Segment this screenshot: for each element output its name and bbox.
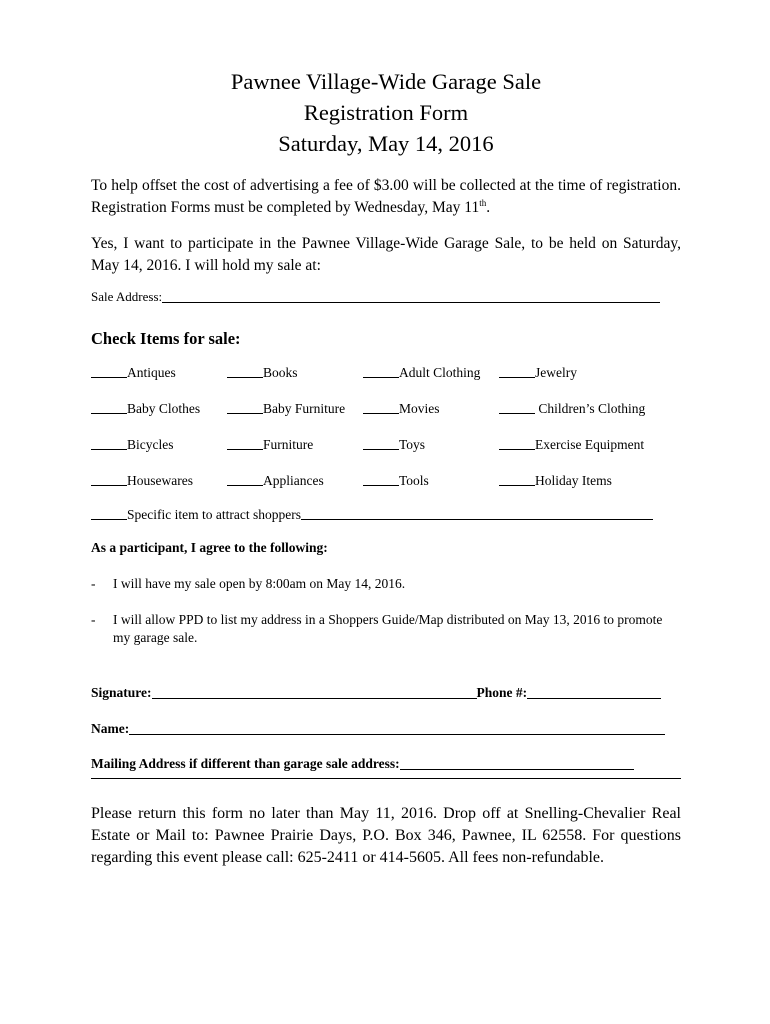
name-row [91, 720, 681, 738]
name-line[interactable] [129, 720, 665, 735]
specific-item-label: Specific item to attract shoppers [127, 507, 301, 522]
sale-address-label: Sale Address: [91, 289, 163, 304]
check-items-heading: Check Items for sale: [91, 329, 241, 348]
check-blank[interactable] [499, 472, 535, 486]
check-blank[interactable] [499, 364, 535, 378]
form-title [91, 66, 681, 159]
item-label: Adult Clothing [399, 365, 481, 380]
participate-paragraph: Yes, I want to participate in the Pawnee Village-Wide Garage Sale, to be held on Saturday, May 14, 2016. I will hold my sale at: [91, 235, 681, 274]
check-blank[interactable] [227, 364, 263, 378]
sale-address-line[interactable] [162, 288, 660, 303]
mailing-address-label: Mailing Address if different than garage sale address: [91, 756, 400, 771]
checklist-item[interactable] [91, 400, 200, 418]
checklist-item[interactable] [499, 400, 645, 418]
check-blank[interactable] [91, 472, 127, 486]
mailing-address-line[interactable] [400, 755, 634, 770]
check-blank[interactable] [363, 472, 399, 486]
item-label: Baby Furniture [263, 401, 346, 416]
phone-label: Phone #: [476, 685, 528, 700]
check-blank[interactable] [91, 364, 127, 378]
item-label: Tools [399, 473, 429, 488]
specific-item-row[interactable] [91, 506, 681, 524]
checklist-item[interactable] [499, 436, 644, 454]
intro-paragraph [91, 175, 681, 219]
item-label: Baby Clothes [127, 401, 201, 416]
sale-address-row [91, 288, 681, 306]
title-line-2: Registration Form [303, 100, 469, 125]
checklist-item[interactable] [91, 472, 193, 490]
check-blank[interactable] [91, 436, 127, 450]
item-label: Toys [399, 437, 426, 452]
specific-item-line[interactable] [301, 506, 653, 520]
checklist-item[interactable] [91, 364, 176, 382]
check-blank[interactable] [91, 506, 127, 520]
signature-row [91, 684, 681, 702]
signature-label: Signature: [91, 685, 152, 700]
checklist-item[interactable] [363, 472, 429, 490]
checklist-item[interactable] [363, 436, 425, 454]
agreement-text: I will have my sale open by 8:00am on May 14, 2016. [113, 576, 406, 591]
item-label: Books [263, 365, 298, 380]
agreement-item [91, 575, 681, 593]
item-label: Exercise Equipment [535, 437, 645, 452]
signature-line[interactable] [152, 684, 477, 699]
check-blank[interactable] [91, 400, 127, 414]
check-blank[interactable] [363, 436, 399, 450]
check-blank[interactable] [227, 400, 263, 414]
name-label: Name: [91, 721, 130, 736]
item-label: Antiques [127, 365, 176, 380]
check-blank[interactable] [363, 364, 399, 378]
mailing-address-line-2[interactable] [91, 778, 681, 779]
intro-text: To help offset the cost of advertising a fee of $3.00 will be collected at the time of registration. Registration Forms must be completed by Wednesday, May 11 [91, 177, 681, 216]
checklist-item[interactable] [363, 400, 440, 418]
bullet-dash: - [91, 612, 96, 627]
checklist-item[interactable] [227, 436, 313, 454]
mailing-address-row [91, 755, 681, 773]
checklist-item[interactable] [227, 472, 324, 490]
checklist-item[interactable] [227, 400, 345, 418]
checklist-item[interactable] [499, 472, 612, 490]
item-label: Furniture [263, 437, 314, 452]
title-line-1: Pawnee Village-Wide Garage Sale [230, 69, 542, 94]
item-label: Movies [399, 401, 440, 416]
check-blank[interactable] [499, 436, 535, 450]
title-line-3: Saturday, May 14, 2016 [278, 131, 494, 156]
checklist-item[interactable] [499, 364, 577, 382]
agreement-text: I will allow PPD to list my address in a Shoppers Guide/Map distributed on May 13, 2016 to promote my garage sale. [113, 612, 663, 645]
item-label: Appliances [263, 473, 324, 488]
check-blank[interactable] [499, 400, 535, 414]
checklist-item[interactable] [91, 436, 174, 454]
check-blank[interactable] [363, 400, 399, 414]
item-label: Bicycles [127, 437, 174, 452]
item-label: Holiday Items [535, 473, 612, 488]
intro-period: . [486, 199, 491, 216]
checklist-item[interactable] [363, 364, 480, 382]
agreement-item [91, 611, 681, 647]
agreement-heading: As a participant, I agree to the following: [91, 540, 328, 555]
closing-paragraph: Please return this form no later than May 11, 2016. Drop off at Snelling-Chevalier Real Estate or Mail to: Pawnee Prairie Days, P.O. Box 346, Pawnee, IL 62558. For questions regarding this event please call: 625-2411 or 414-5605. All fees non-refundable. [91, 805, 681, 866]
phone-line[interactable] [527, 684, 661, 699]
intro-superscript: th [479, 197, 487, 208]
items-checklist [91, 364, 681, 508]
item-label: Jewelry [535, 365, 577, 380]
check-blank[interactable] [227, 436, 263, 450]
bullet-dash: - [91, 576, 96, 591]
item-label: Housewares [127, 473, 193, 488]
check-blank[interactable] [227, 472, 263, 486]
checklist-item[interactable] [227, 364, 298, 382]
item-label: Children’s Clothing [535, 401, 646, 416]
registration-form [91, 0, 681, 869]
